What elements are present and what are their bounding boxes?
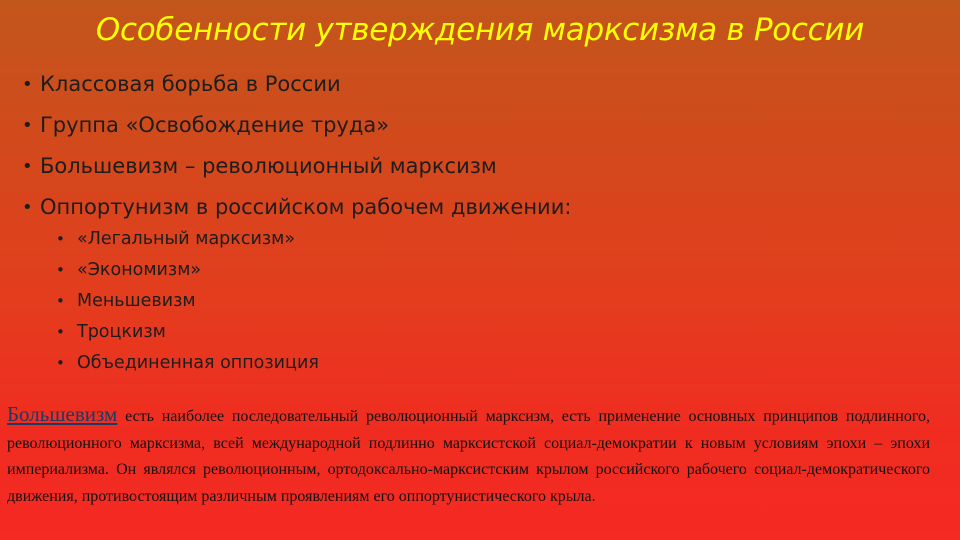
sub-bullet-item: [56, 259, 319, 281]
bullet-dot-icon: •: [22, 115, 33, 136]
definition-text: есть наиболее последовательный революционный марксизм, есть применение основных принципов подлинного, революционного марксизма, всей международной подлинно марксистской социал-демократии к новым условиям эпохи – эпохи империализма. Он являлся революционным, ортодоксально-марксистским крылом российского рабочего социал-демократического движения, противостоящим различным проявлениям его оппортунистического крыла.: [7, 408, 930, 505]
bullet-dot-icon: •: [22, 197, 33, 218]
sub-bullet-item: [56, 290, 319, 312]
bullet-item: [20, 154, 571, 179]
bullet-text: Группа «Освобождение труда»: [40, 113, 390, 137]
bullet-dot-icon: •: [56, 292, 65, 310]
bullet-dot-icon: •: [56, 354, 65, 372]
bullet-text: Классовая борьба в России: [40, 72, 341, 96]
sub-bullet-list: [56, 228, 319, 383]
bullet-item: [20, 113, 571, 138]
bullet-item: [20, 72, 571, 97]
sub-bullet-item: [56, 321, 319, 343]
bullet-text: Оппортунизм в российском рабочем движении:: [40, 195, 572, 219]
sub-bullet-text: Троцкизм: [77, 322, 166, 342]
bullet-dot-icon: •: [56, 323, 65, 341]
sub-bullet-text: «Легальный марксизм»: [77, 229, 296, 249]
sub-bullet-text: «Экономизм»: [77, 260, 202, 280]
sub-bullet-item: [56, 228, 319, 250]
bullet-item: [20, 195, 571, 220]
bullet-dot-icon: •: [22, 74, 33, 95]
sub-bullet-text: Объединенная оппозиция: [77, 353, 319, 373]
bullet-dot-icon: •: [22, 156, 33, 177]
sub-bullet-item: [56, 352, 319, 374]
sub-bullet-text: Меньшевизм: [77, 291, 196, 311]
bullet-dot-icon: •: [56, 261, 65, 279]
slide-title: Особенности утверждения марксизма в России: [95, 12, 865, 48]
bullet-text: Большевизм – революционный марксизм: [40, 154, 497, 178]
bullet-dot-icon: •: [56, 230, 65, 248]
definition-term-link[interactable]: Большевизм: [7, 402, 118, 426]
definition-paragraph: [7, 401, 930, 510]
main-bullet-list: [20, 72, 571, 236]
